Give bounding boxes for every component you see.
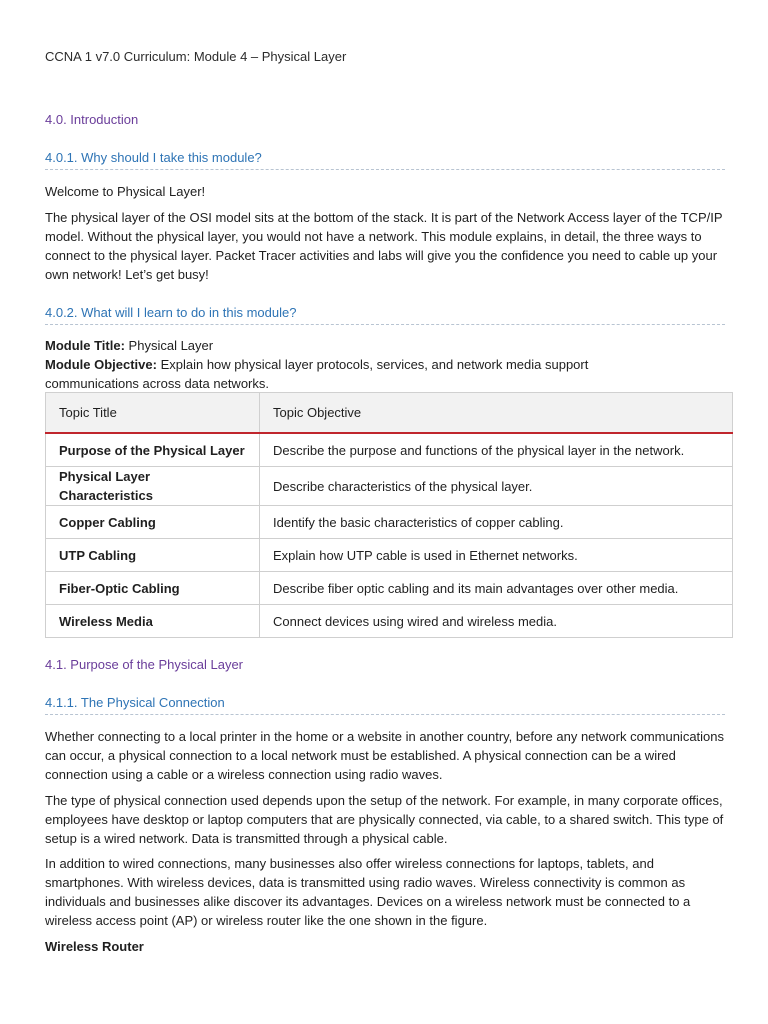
topic-title-cell: UTP Cabling xyxy=(46,539,260,572)
topic-title-cell: Fiber-Optic Cabling xyxy=(46,572,260,605)
module-objective-value: Explain how physical layer protocols, services, and network media support communications across data networks. xyxy=(45,357,589,391)
module-objective-label: Module Objective: xyxy=(45,357,157,372)
welcome-text: Welcome to Physical Layer! xyxy=(45,184,206,199)
table-row xyxy=(46,572,733,605)
intro-paragraph: The physical layer of the OSI model sits at the bottom of the stack. It is part of the Network Access layer of the TCP/IP model. Without the physical layer, you would not have a network. This module explains, in detail, the three ways to connect to the physical layer. Packet Tracer activities and labs will give you the confidence you need to cable up your own network! Let’s get busy! xyxy=(45,210,723,282)
table-row xyxy=(46,605,733,638)
topic-objective-cell: Identify the basic characteristics of copper cabling. xyxy=(260,506,733,539)
subsection-heading-4-0-1: 4.0.1. Why should I take this module? xyxy=(45,148,725,170)
section-heading-4-0: 4.0. Introduction xyxy=(45,112,139,127)
topics-table xyxy=(45,392,733,638)
table-row xyxy=(46,467,733,506)
table-row xyxy=(46,433,733,467)
topic-title-cell: Copper Cabling xyxy=(46,506,260,539)
module-title-label: Module Title: xyxy=(45,338,125,353)
table-row xyxy=(46,539,733,572)
table-row xyxy=(46,506,733,539)
topic-title-cell: Physical Layer Characteristics xyxy=(46,467,260,506)
column-header-topic-objective: Topic Objective xyxy=(260,393,733,434)
table-header-row xyxy=(46,393,733,434)
module-title-value: Physical Layer xyxy=(124,338,214,353)
document-header: CCNA 1 v7.0 Curriculum: Module 4 – Physical Layer xyxy=(45,49,347,64)
physical-connection-paragraph-2: The type of physical connection used depends upon the setup of the network. For example, in many corporate offices, employees have desktop or laptop computers that are physically connected, via cable, to a shared switch. This type of setup is a wired network. Data is transmitted through a physical cable. xyxy=(45,793,724,846)
topic-objective-cell: Connect devices using wired and wireless media. xyxy=(260,605,733,638)
subsection-heading-4-0-2: 4.0.2. What will I learn to do in this module? xyxy=(45,303,725,325)
topic-title-cell: Wireless Media xyxy=(46,605,260,638)
module-objective-line xyxy=(45,355,645,393)
physical-connection-paragraph-1: Whether connecting to a local printer in the home or a website in another country, before any network communications can occur, a physical connection to a local network must be established. A physical connection can be a wired connection using a cable or a wireless connection using radio waves. xyxy=(45,729,725,782)
module-title-line xyxy=(45,336,725,355)
topic-objective-cell: Describe the purpose and functions of the physical layer in the network. xyxy=(260,433,733,467)
physical-connection-paragraph-3: In addition to wired connections, many businesses also offer wireless connections for laptops, tablets, and smartphones. With wireless devices, data is transmitted using radio waves. Wireless connectivity is common as individuals and businesses alike discover its advantages. Devices on a wireless network must be connected to a wireless access point (AP) or wireless router like the one shown in the figure. xyxy=(45,856,691,928)
topic-title-cell: Purpose of the Physical Layer xyxy=(46,433,260,467)
topic-objective-cell: Explain how UTP cable is used in Ethernet networks. xyxy=(260,539,733,572)
section-heading-4-1: 4.1. Purpose of the Physical Layer xyxy=(45,657,244,672)
subsection-heading-4-1-1: 4.1.1. The Physical Connection xyxy=(45,693,725,715)
column-header-topic-title: Topic Title xyxy=(46,393,260,434)
figure-caption: Wireless Router xyxy=(45,939,144,954)
topic-objective-cell: Describe characteristics of the physical layer. xyxy=(260,467,733,506)
topic-objective-cell: Describe fiber optic cabling and its main advantages over other media. xyxy=(260,572,733,605)
